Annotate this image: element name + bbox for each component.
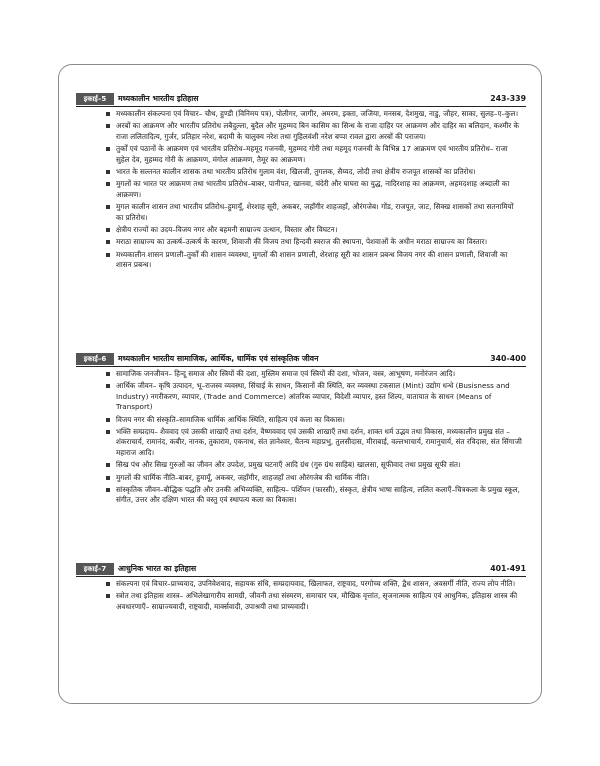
bullet-icon [106, 182, 110, 186]
bullet-icon [106, 228, 110, 232]
bullet-icon [106, 418, 110, 422]
bullet-icon [106, 112, 110, 116]
unit-5-pages: 243-339 [490, 94, 526, 103]
bullet-icon [106, 594, 110, 598]
list-item-text: संकल्पना एवं विचार–प्राच्यवाद, उपनिवेशवाद, सहायक संधि, सम्प्रदायवाद, खिलाफत, राष्ट्रवाद, परगोच्च शक्ति, द्वैध शासन, अवसर्गी नीति, राज्य लोप नीति। [116, 579, 516, 588]
unit-5-section [76, 92, 526, 271]
unit-7-topic-list [76, 579, 526, 612]
bullet-icon [106, 476, 110, 480]
list-item [76, 109, 526, 119]
list-item-text: मुगल कालीन शासन तथा भारतीय प्रतिरोध–हुमायूँ, शेरशाह सूरी, अकबर, जहाँगीर शाहजहाँ, औरंगजेब। गोंड, राजपूत, जाट, सिक्ख शासकों तथा सतनामियों का प्रतिरोध। [116, 202, 514, 222]
list-item [76, 579, 526, 589]
bullet-icon [106, 582, 110, 586]
unit-6-topic-list [76, 369, 526, 506]
list-item [76, 473, 526, 483]
list-item [76, 250, 526, 271]
bullet-icon [106, 488, 110, 492]
unit-5-topic-list [76, 109, 526, 271]
list-item [76, 225, 526, 235]
list-item-text: आर्थिक जीवन– कृषि उत्पादन, भू–राजस्व व्यवस्था, सिंचाई के साधन, किसानों की स्थिति, कर व्यवस्था टकसाल (Mint) उद्योग धन्धे (Busisness and Industry) नगरीकरण, व्यापार, (Trade and Commerce) आंतरिक व्यापार, विदेशी व्यापार, हस्त शिल्प, यातायात के साधन (Means of Transport) [116, 381, 510, 412]
list-item-text: मराठा साम्राज्य का उत्कर्ष–उत्कर्ष के कारण, शिवाजी की विजय तथा हिन्दवी स्वराज की स्थापना, पेशवाओं के अधीन मराठा साम्राज्य का विस्तार। [116, 237, 488, 247]
unit-7-title: आधुनिक भारत का इतिहास [118, 564, 197, 573]
bullet-icon [106, 372, 110, 376]
list-item [76, 381, 526, 412]
list-item [76, 427, 526, 458]
list-item [76, 144, 526, 165]
list-item-text: क्षेत्रीय राज्यों का उदय–विजय नगर और बहमनी साम्राज्य उत्थान, विस्तार और विघटन। [116, 225, 338, 235]
list-item-text: स्त्रोत तथा इतिहास शास्त्र– अभिलेखागारीय सामग्री, जीवनी तथा संस्मरण, समाचार पत्र, मौखिक वृत्तांत, सृजनात्मक साहित्य एवं आधुनिक, इतिहास शास्त्र की अवधारणाएँ– साम्राज्यवादी, राष्ट्रवादी, मार्क्सवादी, उपाश्रयी तथा प्राच्यवादी। [116, 591, 518, 611]
bullet-icon [106, 240, 110, 244]
list-item-text: अरबों का आक्रमण और भारतीय प्रतिरोध लबैदुल्ला, बुदैल और मुहम्मद बिन कासिम का सिन्ध के राजा दाहिर पर आक्रमण और दाहिर का बलिदान, कश्मीर के राजा ललितादित्य, गुर्जर, प्रतिहार नरेश, बदामी के चालुक्य नरेश तथा गुहिलवंशी नरेश बप्पा रावल द्वारा अरबों की पराजय। [116, 121, 520, 141]
bullet-icon [106, 170, 110, 174]
list-item [76, 485, 526, 506]
list-item [76, 167, 526, 177]
list-item-text: सामाजिक जनजीवन– हिन्दू समाज और स्त्रियों की दशा, मुस्लिम समाज एवं स्त्रियों की दशा, भोजन, वस्त्र, आभूषण, मनोरंजन आदि। [116, 369, 456, 378]
list-item-text: भक्ति सम्प्रदाय– शैववाद एवं उसकी शाखाएँ तथा दर्शन, वैष्णववाद एवं उसकी शाखाएँ तथा दर्शन, शाक्त धर्म उद्भव तथा विकास, मध्यकालीन प्रमुख संत – शंकराचार्य, रामानंद, कबीर, नानक, तुकाराम, एकनाथ, संत ज्ञानेश्वर, चैतन्य महाप्रभु, तुलसीदास, मीराबाई, वल्लभाचार्य, रामानुचार्य, संत रविदास, संत सिंगाजी महाराज आदि। [116, 427, 522, 457]
bullet-icon [106, 205, 110, 209]
list-item-text: सांस्कृतिक जीवन–बौद्धिक पद्धति और उनकी अभिव्यक्ति, साहित्य– पर्शियन (फारसी), संस्कृत, क्षेत्रीय भाषा साहित्य, ललित कलाएँ–चित्रकला के प्रमुख स्कूल, संगीत, उत्तर और दक्षिण भारत की वस्तु एवं स्थापत्य कला का विकास। [116, 485, 520, 505]
list-item-text: मध्यकालीन संकल्पना एवं विचार– चौथ, हुण्डी (विनिमय पत्र), पोलीगर, जागीर, अमरम, इक्ता, जजिया, मनसब, देशमुख, नाडु, जौहर, साका, सुलह–ए–कुल। [116, 109, 519, 118]
bullet-icon [106, 430, 110, 434]
bullet-icon [106, 384, 110, 388]
list-item [76, 237, 526, 247]
unit-7-header [76, 562, 526, 577]
bullet-icon [106, 147, 110, 151]
list-item [76, 460, 526, 470]
list-item [76, 121, 526, 142]
list-item-text: मुगलों की धार्मिक नीति–बाबर, हुमायूँ, अकबर, जहाँगीर, शाहजहाँ तथा औरंगजेब की धार्मिक नीति। [116, 472, 370, 482]
list-item-text: तुर्कों एवं पठानों के आक्रमण एवं भारतीय प्रतिरोध–महमूद गजनवी, मुहम्मद गोरी तथा महमूद गजनवी के विभिन्न 17 आक्रमण एवं भारतीय प्रतिरोध– राजा सुहेल देव, मुहम्मद गोरी के आक्रमण, मंगोल आक्रमण, तैमूर का आक्रमण। [116, 144, 508, 164]
unit-5-header [76, 92, 526, 107]
list-item-text: विजय नगर की संस्कृति–सामाजिक धार्मिक आर्थिक स्थिति, साहित्य एवं कला का विकास। [116, 414, 345, 424]
list-item-text: सिख पंथ और सिख गुरुओं का जीवन और उपदेश, प्रमुख घटनाएँ आदि ग्रंथ (गुरु ग्रंथ साहिब) खालसा, सूफीवाद तथा प्रमुख सूफी संत। [116, 460, 461, 470]
list-item [76, 202, 526, 223]
unit-6-section [76, 352, 526, 506]
unit-5-title: मध्यकालीन भारतीय इतिहास [118, 94, 199, 103]
list-item [76, 591, 526, 612]
list-item-text: मुगलों का भारत पर आक्रमण तथा भारतीय प्रतिरोध–बाबर, पानीपत, खानवा, चंदेरी और घाघरा का युद्ध, नादिरशाह का आक्रमण, अहमदशाह अब्दाली का आक्रमण। [116, 179, 510, 199]
unit-7-tag: इकाई–7 [76, 563, 114, 575]
unit-6-tag: इकाई–6 [76, 353, 114, 365]
unit-5-tag: इकाई–5 [76, 93, 114, 105]
bullet-icon [106, 463, 110, 467]
list-item [76, 415, 526, 425]
list-item-text: भारत के सल्तनत कालीन शासक तथा भारतीय प्रतिरोध गुलाम वंश, खिलजी, तुगलक, सैय्यद, लोदी तथा क्षेत्रीय राजपूत शासकों का प्रतिरोध। [116, 167, 476, 177]
unit-6-header [76, 352, 526, 367]
list-item [76, 369, 526, 379]
unit-7-pages: 401-491 [490, 564, 526, 573]
bullet-icon [106, 253, 110, 257]
bullet-icon [106, 124, 110, 128]
list-item-text: मध्यकालीन शासन प्रणाली–तुर्कों की शासन व्यवस्था, मुगलों की शासन प्रणाली, शेरशाह सूरी का शासन प्रबन्ध विजय नगर की शासन प्रणाली, शिवाजी का शासन प्रबन्ध। [116, 249, 508, 270]
unit-6-pages: 340-400 [490, 354, 526, 363]
unit-6-title: मध्यकालीन भारतीय सामाजिक, आर्थिक, धार्मिक एवं सांस्कृतिक जीवन [118, 354, 319, 363]
unit-7-section [76, 562, 526, 612]
list-item [76, 179, 526, 200]
